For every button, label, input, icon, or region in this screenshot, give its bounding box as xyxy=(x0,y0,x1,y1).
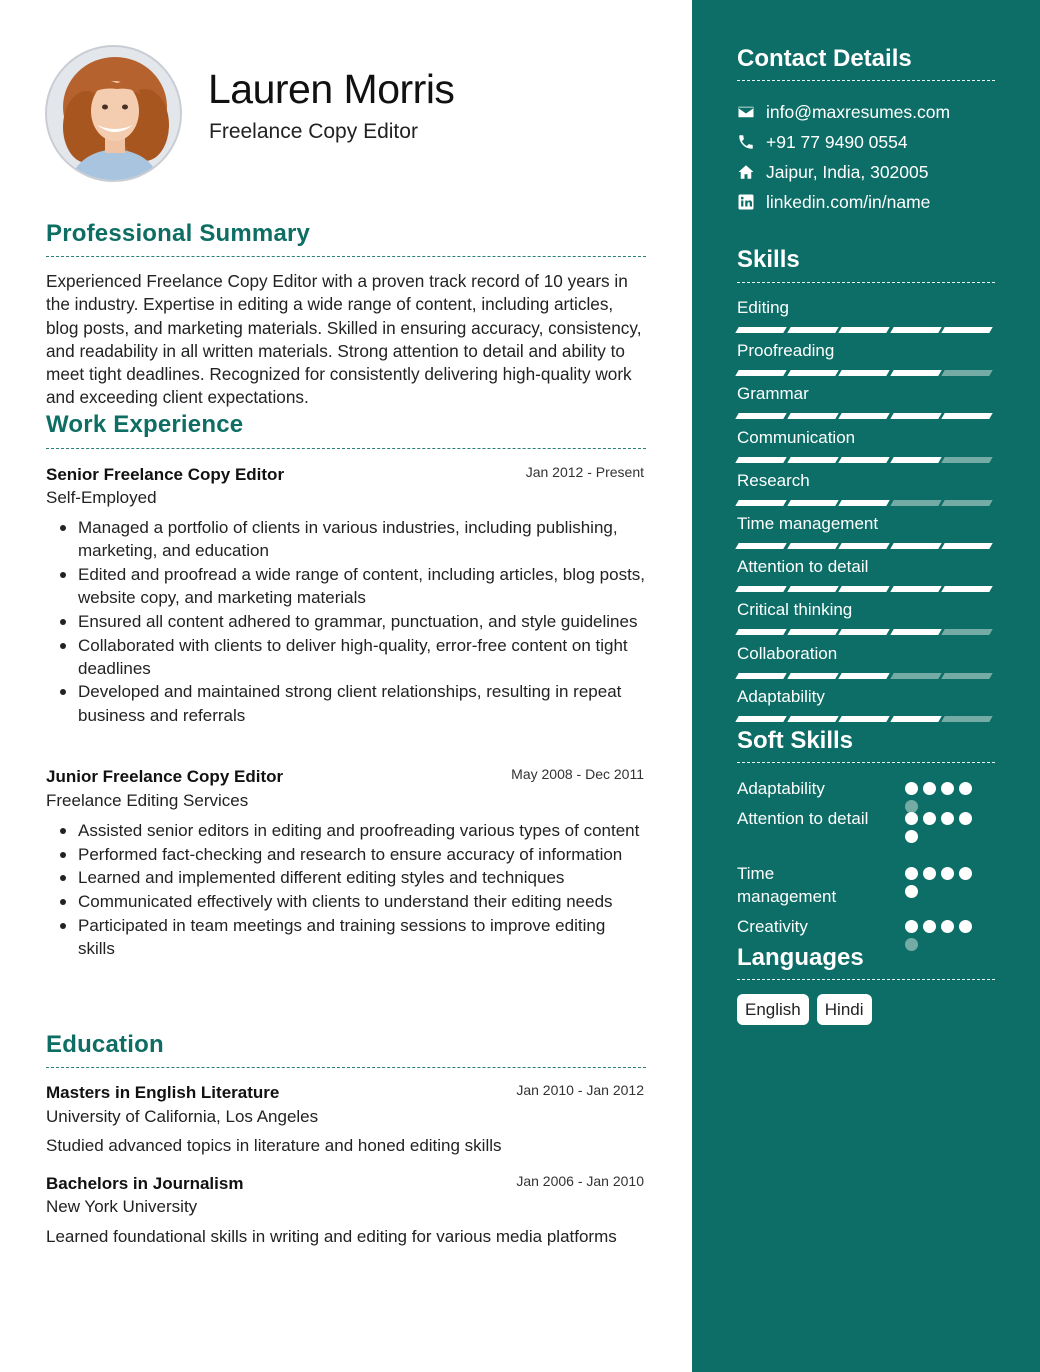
skill-item xyxy=(737,686,995,722)
linkedin-text: linkedin.com/in/name xyxy=(766,191,931,212)
language-badge: Hindi xyxy=(817,994,872,1025)
soft-skills-heading: Soft Skills xyxy=(737,727,854,754)
rating-dot xyxy=(923,867,936,880)
list-item: Edited and proofread a wide range of content, including articles, blog posts, website copy, and marketing materials xyxy=(46,563,646,609)
skill-level-segment xyxy=(838,543,889,549)
skills-heading: Skills xyxy=(737,246,800,273)
candidate-name: Lauren Morris xyxy=(208,66,455,112)
list-item: Ensured all content adhered to grammar, punctuation, and style guidelines xyxy=(46,610,646,633)
degree-title: Bachelors in Journalism xyxy=(46,1174,244,1193)
skill-level-segment xyxy=(838,457,889,463)
soft-skill-label: Time management xyxy=(737,864,837,906)
list-item: Developed and maintained strong client relationships, resulting in repeat business and referrals xyxy=(46,680,646,726)
school-name: University of California, Los Angeles xyxy=(46,1107,319,1126)
skill-level-segment xyxy=(787,457,838,463)
work-heading: Work Experience xyxy=(46,411,244,438)
education-heading: Education xyxy=(46,1031,164,1058)
skill-level-segment xyxy=(942,543,993,549)
skill-label: Collaboration xyxy=(737,643,838,663)
rating-dot xyxy=(941,782,954,795)
skill-level-segment xyxy=(890,586,941,592)
summary-heading: Professional Summary xyxy=(46,220,311,247)
skill-item xyxy=(737,297,995,333)
skill-level-segment xyxy=(942,457,993,463)
skill-level-segment xyxy=(787,370,838,376)
contact-heading: Contact Details xyxy=(737,45,912,72)
degree-description: Studied advanced topics in literature and honed editing skills xyxy=(46,1136,502,1155)
contact-address xyxy=(737,160,929,184)
skill-level-segment xyxy=(838,586,889,592)
rating-dot xyxy=(923,782,936,795)
work-divider xyxy=(46,448,646,449)
education-divider xyxy=(46,1067,646,1068)
job-org: Freelance Editing Services xyxy=(46,791,249,810)
skill-level-segment xyxy=(787,543,838,549)
rating-dot xyxy=(905,938,918,951)
skill-level-segment xyxy=(735,413,786,419)
skill-level-segment xyxy=(890,413,941,419)
candidate-title: Freelance Copy Editor xyxy=(209,120,418,143)
skill-level-bar xyxy=(737,370,995,376)
linkedin-icon xyxy=(737,193,755,211)
skill-label: Time management xyxy=(737,514,879,533)
skill-level-segment xyxy=(890,673,941,679)
contact-phone[interactable] xyxy=(737,130,908,154)
skill-level-segment xyxy=(838,413,889,419)
skill-level-segment xyxy=(890,629,941,635)
list-item: Communicated effectively with clients to understand their editing needs xyxy=(46,890,646,913)
rating-dot xyxy=(923,812,936,825)
skill-level-segment xyxy=(838,327,889,333)
skill-level-segment xyxy=(942,413,993,419)
skill-label: Critical thinking xyxy=(737,600,853,620)
skill-level-segment xyxy=(838,500,889,506)
languages-divider xyxy=(737,979,995,980)
skill-level-segment xyxy=(890,500,941,506)
skill-level-segment xyxy=(787,716,838,722)
skill-level-segment xyxy=(735,629,786,635)
skill-label: Adaptability xyxy=(737,686,825,706)
job-bullets xyxy=(46,819,646,961)
skill-level-segment xyxy=(735,500,786,506)
skill-item xyxy=(737,513,995,549)
skill-level-segment xyxy=(890,370,941,376)
address-text: Jaipur, India, 302005 xyxy=(766,161,929,182)
skill-item xyxy=(737,556,995,592)
envelope-icon xyxy=(737,103,755,121)
summary-divider xyxy=(46,256,646,257)
skill-level-segment xyxy=(838,629,889,635)
skill-item xyxy=(737,470,995,506)
skill-level-segment xyxy=(735,457,786,463)
skill-level-segment xyxy=(735,327,786,333)
skill-level-segment xyxy=(787,413,838,419)
email-text: info@maxresumes.com xyxy=(766,101,951,122)
skill-level-segment xyxy=(735,543,786,549)
skill-level-segment xyxy=(735,370,786,376)
skill-level-segment xyxy=(942,586,993,592)
rating-dot xyxy=(959,920,972,933)
rating-dot xyxy=(959,867,972,880)
rating-dot xyxy=(905,920,918,933)
rating-dot xyxy=(941,812,954,825)
rating-dot xyxy=(905,812,918,825)
skill-item xyxy=(737,340,995,376)
job-title: Senior Freelance Copy Editor xyxy=(46,465,285,484)
profile-photo xyxy=(45,45,182,182)
skill-level-bar xyxy=(737,673,995,679)
job-title: Junior Freelance Copy Editor xyxy=(46,767,284,786)
skill-label: Communication xyxy=(737,427,856,447)
soft-skill-rating xyxy=(905,920,977,951)
rating-dot xyxy=(959,782,972,795)
skill-level-segment xyxy=(942,629,993,635)
rating-dot xyxy=(905,830,918,843)
skill-label: Attention to detail xyxy=(737,557,869,577)
degree-title: Masters in English Literature xyxy=(46,1083,280,1102)
skill-level-bar xyxy=(737,543,995,549)
degree-dates: Jan 2010 - Jan 2012 xyxy=(516,1082,644,1098)
languages-list xyxy=(737,994,872,1025)
skill-label: Grammar xyxy=(737,384,809,404)
skill-level-segment xyxy=(787,586,838,592)
job-bullets xyxy=(46,516,646,727)
list-item: Collaborated with clients to deliver high-quality, error-free content on tight deadlines xyxy=(46,634,646,680)
home-icon xyxy=(737,163,755,181)
skill-level-segment xyxy=(890,543,941,549)
skill-label: Research xyxy=(737,470,810,490)
soft-skill-rating xyxy=(905,782,977,813)
skill-level-segment xyxy=(735,716,786,722)
soft-skill-rating xyxy=(905,867,977,898)
skill-item xyxy=(737,643,995,679)
skill-item xyxy=(737,599,995,635)
skill-level-segment xyxy=(735,673,786,679)
skill-level-segment xyxy=(787,629,838,635)
list-item: Managed a portfolio of clients in various industries, including publishing, marketing, and education xyxy=(46,516,646,562)
skill-level-segment xyxy=(942,716,993,722)
contact-email[interactable] xyxy=(737,100,950,124)
skill-level-bar xyxy=(737,327,995,333)
skill-level-segment xyxy=(890,457,941,463)
skill-level-bar xyxy=(737,457,995,463)
phone-text: +91 77 9490 0554 xyxy=(766,131,908,152)
rating-dot xyxy=(905,867,918,880)
skill-level-segment xyxy=(838,716,889,722)
list-item: Participated in team meetings and training sessions to improve editing skills xyxy=(46,914,646,960)
rating-dot xyxy=(959,812,972,825)
job-dates: May 2008 - Dec 2011 xyxy=(511,766,644,782)
contact-divider xyxy=(737,80,995,81)
soft-skill-rating xyxy=(905,812,977,843)
portrait-illustration xyxy=(47,47,182,182)
soft-skill-label: Attention to detail xyxy=(737,809,869,828)
rating-dot xyxy=(905,885,918,898)
skill-level-segment xyxy=(890,327,941,333)
list-item: Performed fact-checking and research to ensure accuracy of information xyxy=(46,843,646,866)
skill-level-segment xyxy=(787,673,838,679)
soft-skill-label: Adaptability xyxy=(737,779,825,798)
skill-level-segment xyxy=(838,673,889,679)
sidebar xyxy=(692,0,1040,1372)
skill-level-segment xyxy=(735,586,786,592)
list-item: Learned and implemented different editing styles and techniques xyxy=(46,866,646,889)
contact-linkedin[interactable] xyxy=(737,190,930,214)
rating-dot xyxy=(923,920,936,933)
degree-description: Learned foundational skills in writing and editing for various media platforms xyxy=(46,1227,617,1246)
skill-item xyxy=(737,383,995,419)
skill-label: Editing xyxy=(737,298,789,317)
soft-skills-divider xyxy=(737,762,995,763)
skill-level-bar xyxy=(737,716,995,722)
skills-divider xyxy=(737,282,995,283)
skill-level-bar xyxy=(737,500,995,506)
list-item: Assisted senior editors in editing and proofreading various types of content xyxy=(46,819,646,842)
skill-level-bar xyxy=(737,629,995,635)
rating-dot xyxy=(905,782,918,795)
degree-dates: Jan 2006 - Jan 2010 xyxy=(516,1173,644,1189)
skill-level-segment xyxy=(942,500,993,506)
job-dates: Jan 2012 - Present xyxy=(525,464,644,480)
skill-level-segment xyxy=(942,370,993,376)
skill-level-segment xyxy=(787,327,838,333)
soft-skill-label: Creativity xyxy=(737,917,808,936)
languages-heading: Languages xyxy=(737,944,864,971)
skill-level-segment xyxy=(890,716,941,722)
rating-dot xyxy=(941,920,954,933)
rating-dot xyxy=(941,867,954,880)
language-badge: English xyxy=(737,994,809,1025)
skill-level-segment xyxy=(838,370,889,376)
job-org: Self-Employed xyxy=(46,488,157,507)
skill-level-segment xyxy=(942,327,993,333)
phone-icon xyxy=(737,133,755,151)
skill-level-segment xyxy=(942,673,993,679)
school-name: New York University xyxy=(46,1197,198,1216)
summary-text: Experienced Freelance Copy Editor with a proven track record of 10 years in the industry. Expertise in editing a wide range of content, including articles, blog posts, and marketing materials. Skilled in ensuring accuracy, consistency, and readability in all written materials. Strong attention to detail and ability to meet tight deadlines. Recognized for consistently delivering high-quality work and exceeding client expectations. xyxy=(46,271,642,408)
skill-level-bar xyxy=(737,586,995,592)
skill-label: Proofreading xyxy=(737,341,835,361)
skill-level-segment xyxy=(787,500,838,506)
skill-item xyxy=(737,427,995,463)
skill-level-bar xyxy=(737,413,995,419)
